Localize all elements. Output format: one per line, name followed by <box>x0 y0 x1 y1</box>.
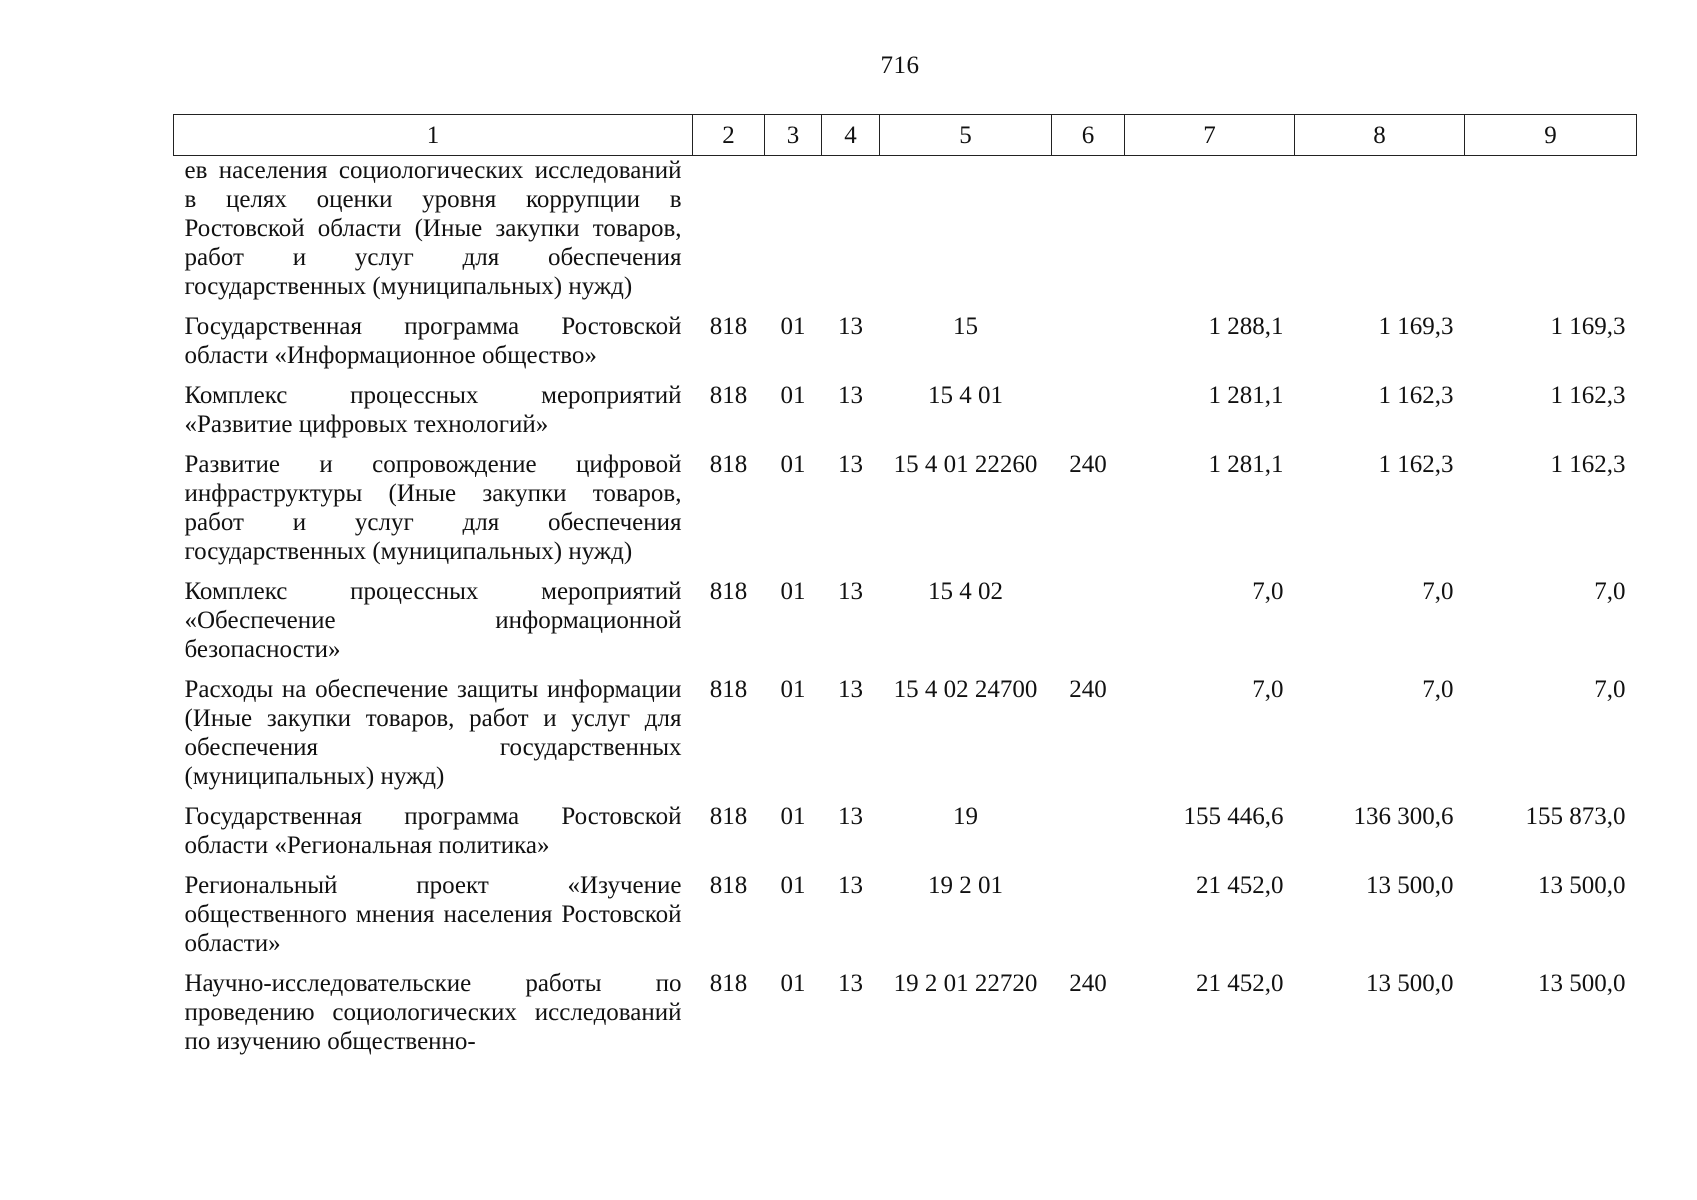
column-header-3: 3 <box>765 115 822 156</box>
section-code: 01 <box>780 451 806 478</box>
section-code: 01 <box>780 313 806 340</box>
target-article-code: 15 4 02 <box>928 578 1003 605</box>
amount-year-2: 1 162,3 <box>1378 451 1454 478</box>
column-header-6: 6 <box>1052 115 1125 156</box>
amount-year-1: 7,0 <box>1252 676 1284 703</box>
target-article-code <box>880 156 1052 313</box>
admin-code: 818 <box>709 803 748 830</box>
admin-code: 818 <box>709 451 748 478</box>
admin-code: 818 <box>709 676 748 703</box>
subsection-code: 13 <box>838 313 863 340</box>
subsection-code: 13 <box>838 382 863 409</box>
amount-year-2: 7,0 <box>1422 578 1454 605</box>
amount-year-1: 1 281,1 <box>1208 382 1284 409</box>
amount-year-1: 155 446,6 <box>1183 803 1284 830</box>
column-header-4: 4 <box>822 115 880 156</box>
expense-type-code <box>1052 381 1125 450</box>
amount-year-1: 1 281,1 <box>1208 451 1284 478</box>
amount-year-3: 13 500,0 <box>1538 872 1626 899</box>
column-header-9: 9 <box>1465 115 1637 156</box>
expense-type-code <box>1052 312 1125 381</box>
amount-year-3: 7,0 <box>1594 578 1626 605</box>
subsection-code <box>822 156 880 313</box>
section-code: 01 <box>780 382 806 409</box>
table-row <box>174 312 1637 381</box>
admin-code: 818 <box>709 313 748 340</box>
table-row <box>174 802 1637 871</box>
section-code: 01 <box>780 970 806 997</box>
amount-year-2: 1 169,3 <box>1378 313 1454 340</box>
amount-year-3: 7,0 <box>1594 676 1626 703</box>
target-article-code: 19 2 01 22720 <box>893 970 1038 997</box>
amount-year-2: 7,0 <box>1422 676 1454 703</box>
amount-year-3: 155 873,0 <box>1525 803 1626 830</box>
subsection-code: 13 <box>838 872 863 899</box>
amount-year-3: 13 500,0 <box>1538 970 1626 997</box>
page-number: 716 <box>880 52 920 79</box>
expense-type-code <box>1052 871 1125 969</box>
subsection-code: 13 <box>838 970 863 997</box>
amount-year-1: 1 288,1 <box>1208 313 1284 340</box>
item-name: Развитие и сопровождение цифровой инфраструктуры (Иные закупки товаров, работ и услуг для обеспечения государственных (муниципальных) нужд) <box>184 451 682 565</box>
item-name: Региональный проект «Изучение общественного мнения населения Ростовской области» <box>184 872 682 957</box>
target-article-code: 15 4 02 24700 <box>893 676 1038 703</box>
subsection-code: 13 <box>838 451 863 478</box>
table-header <box>174 115 1637 156</box>
item-name: Научно-исследовательские работы по проведению социологических исследований по изучению общественно- <box>184 970 682 1055</box>
expense-type-code <box>1052 156 1125 313</box>
column-header-1: 1 <box>174 115 693 156</box>
target-article-code: 15 <box>953 313 978 340</box>
expense-type-code: 240 <box>1069 451 1107 478</box>
expense-type-code <box>1052 802 1125 871</box>
amount-year-1: 21 452,0 <box>1196 872 1284 899</box>
item-name: Государственная программа Ростовской области «Информационное общество» <box>184 313 682 369</box>
table-row <box>174 675 1637 802</box>
amount-year-2: 1 162,3 <box>1378 382 1454 409</box>
admin-code: 818 <box>709 578 748 605</box>
amount-year-2: 13 500,0 <box>1366 872 1454 899</box>
section-code: 01 <box>780 676 806 703</box>
amount-year-3 <box>1465 156 1637 313</box>
column-header-2: 2 <box>693 115 765 156</box>
amount-year-1: 21 452,0 <box>1196 970 1284 997</box>
amount-year-3: 1 162,3 <box>1550 382 1626 409</box>
budget-table <box>173 114 1637 1067</box>
amount-year-1 <box>1125 156 1295 313</box>
table-row <box>174 871 1637 969</box>
table-row <box>174 450 1637 577</box>
section-code: 01 <box>780 872 806 899</box>
amount-year-2: 136 300,6 <box>1353 803 1454 830</box>
target-article-code: 15 4 01 <box>928 382 1003 409</box>
section-code: 01 <box>780 803 806 830</box>
column-header-5: 5 <box>880 115 1052 156</box>
item-name: Комплекс процессных мероприятий «Обеспечение информационной безопасности» <box>184 578 682 663</box>
section-code: 01 <box>780 578 806 605</box>
expense-type-code: 240 <box>1069 676 1107 703</box>
item-name: ев населения социологических исследований в целях оценки уровня коррупции в Ростовской области (Иные закупки товаров, работ и услуг для обеспечения государственных (муниципальных) нужд) <box>184 157 682 300</box>
admin-code: 818 <box>709 872 748 899</box>
column-header-8: 8 <box>1295 115 1465 156</box>
target-article-code: 19 <box>953 803 978 830</box>
section-code <box>765 156 822 313</box>
subsection-code: 13 <box>838 803 863 830</box>
table-body <box>174 156 1637 1068</box>
table-row <box>174 577 1637 675</box>
target-article-code: 19 2 01 <box>928 872 1003 899</box>
subsection-code: 13 <box>838 578 863 605</box>
amount-year-3: 1 169,3 <box>1550 313 1626 340</box>
amount-year-1: 7,0 <box>1252 578 1284 605</box>
subsection-code: 13 <box>838 676 863 703</box>
admin-code: 818 <box>709 970 748 997</box>
expense-type-code <box>1052 577 1125 675</box>
column-header-7: 7 <box>1125 115 1295 156</box>
amount-year-2: 13 500,0 <box>1366 970 1454 997</box>
target-article-code: 15 4 01 22260 <box>893 451 1038 478</box>
admin-code: 818 <box>709 382 748 409</box>
table-row <box>174 156 1637 313</box>
table-row <box>174 969 1637 1067</box>
amount-year-2 <box>1295 156 1465 313</box>
amount-year-3: 1 162,3 <box>1550 451 1626 478</box>
expense-type-code: 240 <box>1069 970 1107 997</box>
item-name: Расходы на обеспечение защиты информации (Иные закупки товаров, работ и услуг для обеспечения государственных (муниципальных) нужд) <box>184 676 682 790</box>
admin-code <box>693 156 765 313</box>
item-name: Государственная программа Ростовской области «Региональная политика» <box>184 803 682 859</box>
table-row <box>174 381 1637 450</box>
item-name: Комплекс процессных мероприятий «Развитие цифровых технологий» <box>184 382 682 438</box>
